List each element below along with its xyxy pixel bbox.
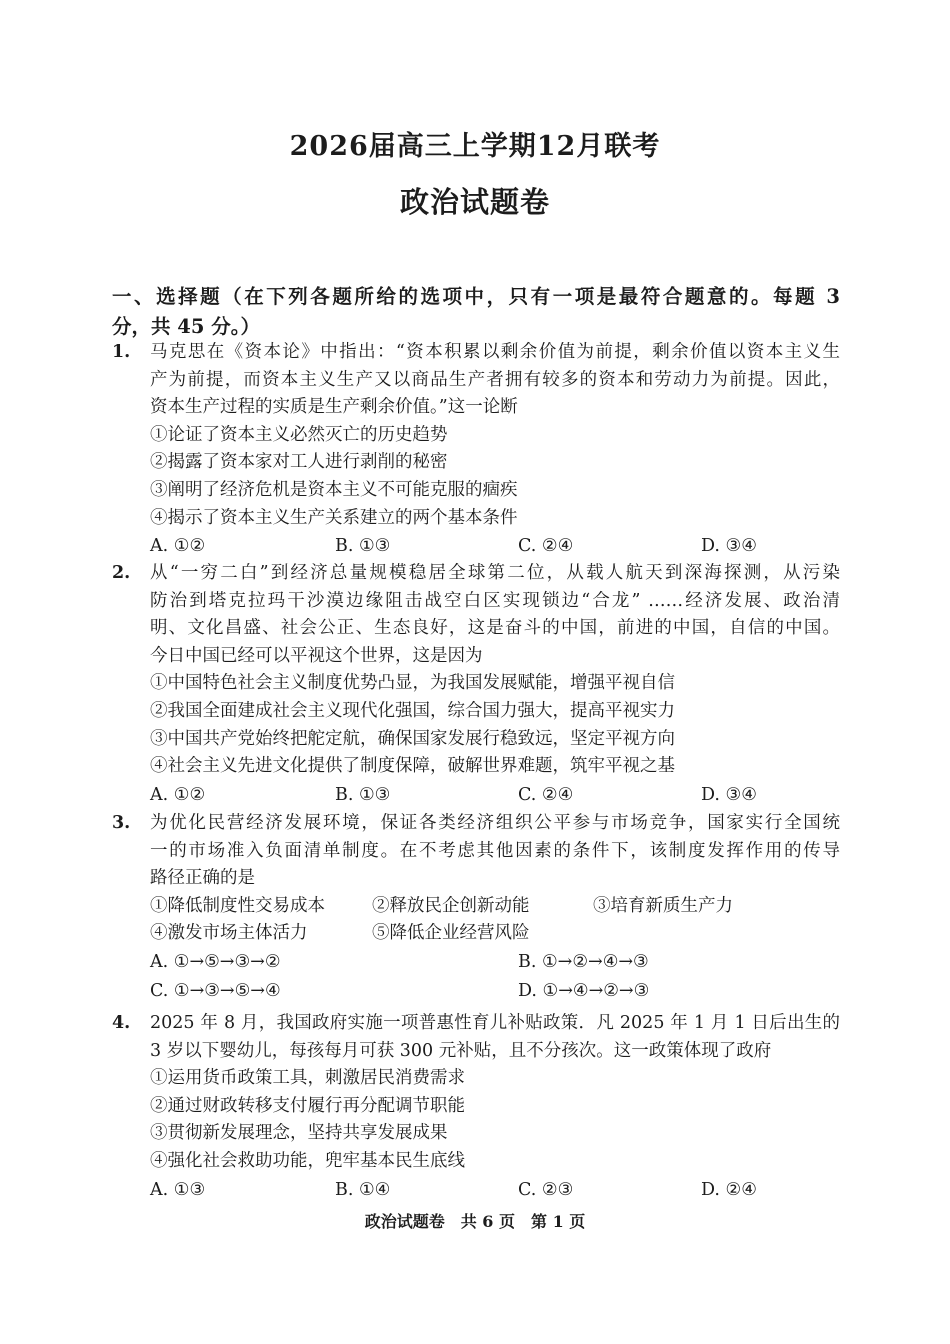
choice-b: B. ①③ (335, 784, 391, 805)
choice-d: D. ③④ (701, 784, 757, 805)
section-heading-line: 一、选择题（在下列各题所给的选项中，只有一项是最符合题意的。每题 3 (112, 285, 840, 308)
answer-choices (150, 532, 840, 561)
question-stem-line: 为优化民营经济发展环境，保证各类经济组织公平参与市场竞争，国家实行全国统 (150, 813, 840, 833)
question-2 (112, 560, 842, 810)
statement-item: ③培育新质生产力 (593, 895, 733, 916)
choice-a: A. ①② (150, 784, 206, 805)
choice-a: A. ①③ (150, 1179, 206, 1200)
section-heading-line: 分，共 45 分。） (112, 315, 260, 338)
question-number: 1. (112, 342, 131, 362)
question-stem-line: 路径正确的是 (150, 868, 255, 889)
question-stem-line: 从“一穷二白”到经济总量规模稳居全球第二位，从载人航天到深海探测，从污染 (150, 563, 840, 583)
statement-item: ③阐明了经济危机是资本主义不可能克服的痼疾 (150, 479, 518, 500)
statement-item: ④揭示了资本主义生产关系建立的两个基本条件 (150, 507, 518, 528)
subject-title: 政治试题卷 (399, 185, 550, 219)
statement-item: ①论证了资本主义必然灭亡的历史趋势 (150, 424, 448, 445)
answer-choices (150, 1176, 840, 1205)
question-stem-line: 今日中国已经可以平视这个世界，这是因为 (150, 645, 483, 666)
question-stem-line: 马克思在《资本论》中指出：“资本积累以剩余价值为前提，剩余价值以资本主义生 (150, 342, 840, 362)
choice-c: C. ②④ (518, 536, 574, 557)
choice-a: A. ①② (150, 536, 206, 557)
question-number: 3. (112, 813, 131, 833)
statement-item: ②释放民企创新动能 (372, 895, 530, 916)
question-4 (112, 1010, 842, 1205)
answer-choices (150, 977, 840, 1006)
question-stem-line: 产为前提，而资本主义生产又以商品生产者拥有较多的资本和劳动力为前提。因此， (150, 369, 840, 390)
statement-row (150, 920, 840, 948)
statement-row (150, 893, 840, 921)
choice-a: A. ①→⑤→③→② (150, 951, 281, 972)
statement-item: ④激发市场主体活力 (150, 923, 308, 944)
question-stem-line: 明、文化昌盛、社会公正、生态良好，这是奋斗的中国，前进的中国，自信的中国。 (150, 618, 840, 639)
choice-b: B. ①→②→④→③ (518, 951, 649, 972)
choice-c: C. ②③ (518, 1179, 574, 1200)
answer-choices (150, 781, 840, 810)
exam-title: 2026届高三上学期12月联考 (289, 131, 661, 162)
statement-item: ④强化社会救助功能，兜牢基本民生底线 (150, 1150, 465, 1171)
choice-d: D. ③④ (701, 536, 757, 557)
question-stem-line: 2025 年 8 月，我国政府实施一项普惠性育儿补贴政策．凡 2025 年 1 月 1 日后出生的 (150, 1013, 840, 1033)
statement-item: ①中国特色社会主义制度优势凸显，为我国发展赋能，增强平视自信 (150, 673, 675, 694)
statement-item: ①降低制度性交易成本 (150, 895, 325, 916)
page-footer: 政治试题卷 共 6 页 第 1 页 (364, 1212, 586, 1231)
statement-item: ②揭露了资本家对工人进行剥削的秘密 (150, 452, 448, 473)
question-stem-line: 一的市场准入负面清单制度。在不考虑其他因素的条件下，该制度发挥作用的传导 (150, 840, 840, 861)
choice-d: D. ②④ (701, 1179, 757, 1200)
question-stem-line: 防治到塔克拉玛干沙漠边缘阻击战空白区实现锁边“合龙” ……经济发展、政治清 (150, 590, 840, 611)
statement-item: ③中国共产党始终把舵定航，确保国家发展行稳致远，坚定平视方向 (150, 728, 675, 749)
question-stem-line: 3 岁以下婴幼儿，每孩每月可获 300 元补贴，且不分孩次。这一政策体现了政府 (150, 1040, 772, 1061)
statement-item: ④社会主义先进文化提供了制度保障，破解世界难题，筑牢平视之基 (150, 756, 675, 777)
statement-item: ⑤降低企业经营风险 (372, 923, 530, 944)
question-1 (112, 339, 842, 561)
question-stem-line: 资本生产过程的实质是生产剩余价值。”这一论断 (150, 397, 518, 418)
choice-b: B. ①③ (335, 536, 391, 557)
choice-d: D. ①→④→②→③ (518, 980, 650, 1001)
question-3 (112, 810, 842, 1006)
statement-item: ①运用货币政策工具，刺激居民消费需求 (150, 1068, 465, 1089)
answer-choices (150, 948, 840, 977)
question-number: 2. (112, 563, 131, 583)
choice-c: C. ①→③→⑤→④ (150, 980, 281, 1001)
section-heading (112, 282, 840, 342)
choice-b: B. ①④ (335, 1179, 391, 1200)
choice-c: C. ②④ (518, 784, 574, 805)
question-number: 4. (112, 1013, 131, 1033)
statement-item: ②通过财政转移支付履行再分配调节职能 (150, 1095, 465, 1116)
statement-item: ③贯彻新发展理念，坚持共享发展成果 (150, 1123, 448, 1144)
statement-item: ②我国全面建成社会主义现代化强国，综合国力强大，提高平视实力 (150, 700, 675, 721)
